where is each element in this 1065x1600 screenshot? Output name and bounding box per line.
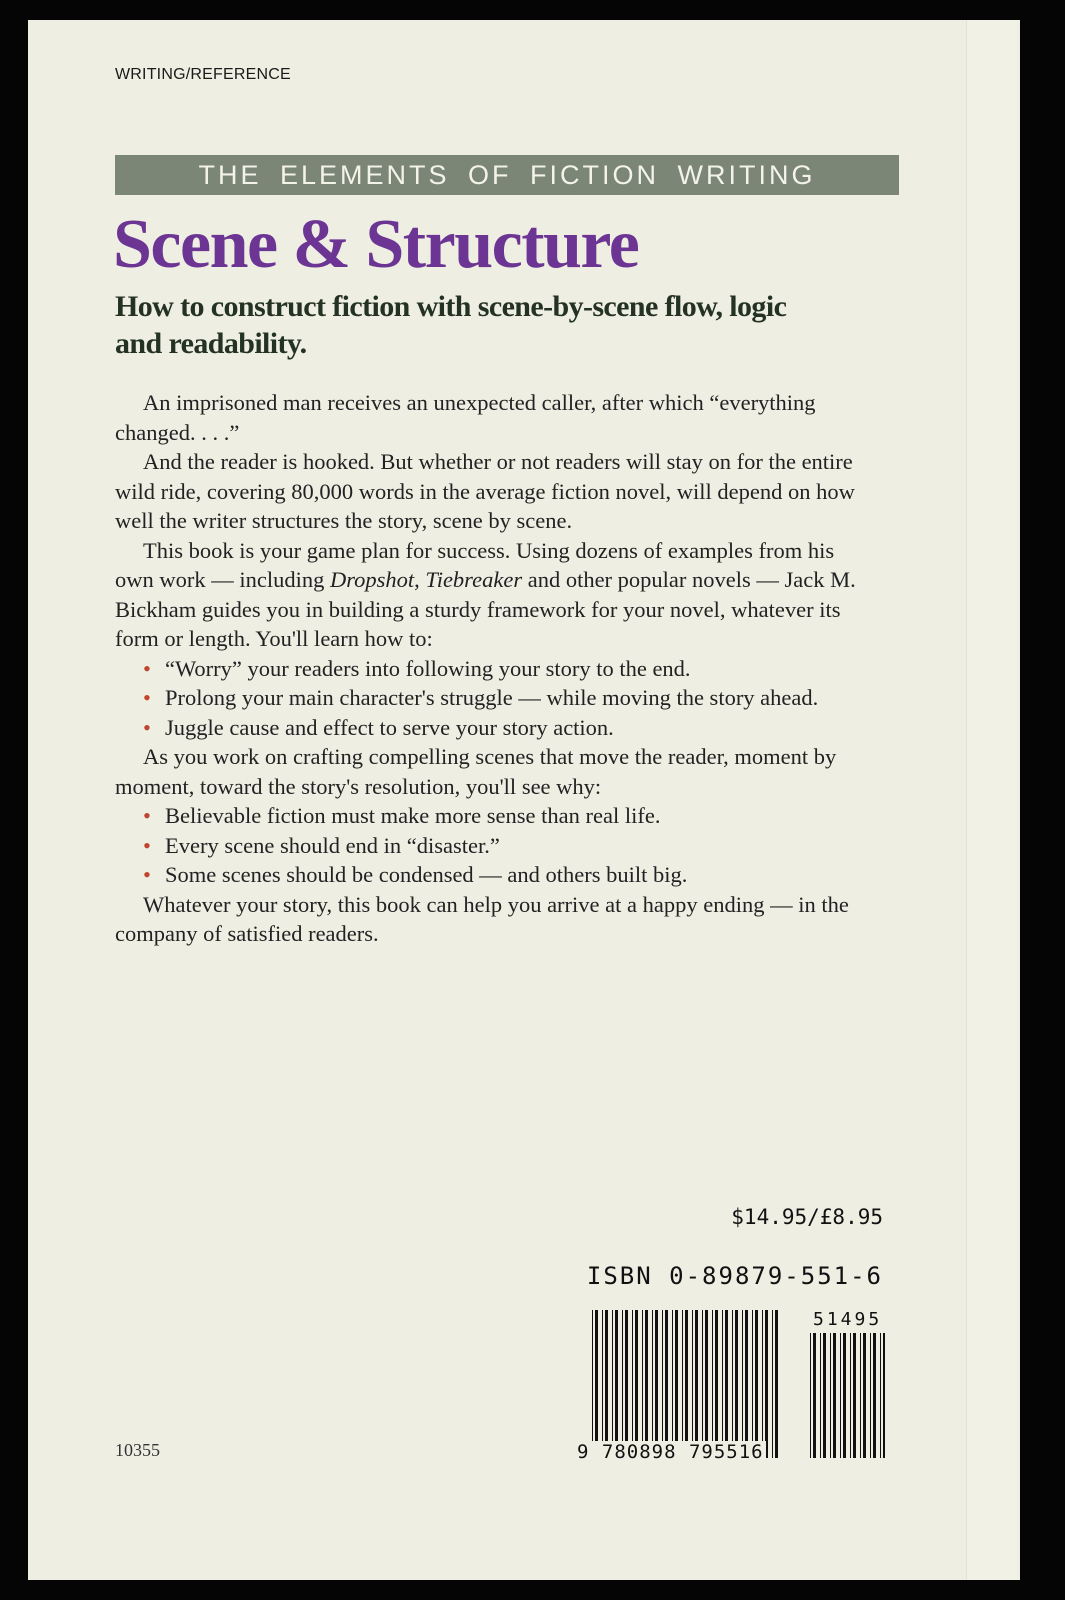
list-item: [115, 860, 875, 890]
barcode-bar: [665, 1310, 668, 1458]
barcode-bar: [880, 1333, 881, 1458]
bullet-icon: •: [143, 714, 151, 740]
barcode-bar: [755, 1310, 758, 1458]
list-item: [115, 683, 875, 713]
book-subtitle: How to construct fiction with scene-by-scene flow, logic and readability.: [115, 290, 787, 360]
barcode-bar: [612, 1310, 613, 1458]
barcode-bar: [655, 1310, 658, 1458]
list-text: Believable fiction must make more sense than real life.: [165, 803, 661, 828]
barcode-bar: [870, 1333, 871, 1458]
barcode-bar: [860, 1333, 861, 1458]
paragraph: Whatever your story, this book can help you arrive at a happy ending — in the company of satisfied readers.: [115, 891, 849, 946]
bullet-list: [115, 801, 875, 890]
barcode-bar: [652, 1310, 653, 1458]
paragraph: As you work on crafting compelling scenes that move the reader, moment by moment, toward the story's resolution, you'll see why:: [115, 744, 837, 799]
addon-number: 51495: [813, 1309, 883, 1330]
book-title-tiebreaker: Tiebreaker: [425, 567, 523, 592]
bullet-icon: •: [143, 862, 151, 887]
bullet-icon: •: [143, 685, 151, 710]
barcode-bar: [732, 1310, 733, 1458]
barcode-bar: [823, 1333, 826, 1458]
barcode-bar: [775, 1310, 778, 1458]
barcode-bar: [830, 1333, 831, 1458]
list-text: Juggle cause and effect to serve your story action.: [165, 714, 614, 740]
list-item: [115, 801, 875, 831]
blurb: [115, 388, 875, 949]
barcode-bar: [745, 1310, 748, 1458]
barcode-bar: [810, 1333, 811, 1458]
bullet-icon: •: [143, 803, 151, 828]
barcode-bar: [602, 1310, 603, 1458]
barcode-bar: [873, 1333, 876, 1458]
list-text: Every scene should end in “disaster.”: [165, 832, 500, 858]
barcode-bar: [762, 1310, 763, 1458]
spine-edge: [966, 20, 1017, 1580]
barcode-bar: [605, 1310, 608, 1458]
list-item: [115, 654, 875, 684]
barcode-bar: [772, 1310, 773, 1458]
barcode-bar: [692, 1310, 693, 1458]
text: and other popular novels — Jack M. Bickham guides you in building a sturdy framework for your novel, whatever its form or length. You'll learn how to:: [115, 567, 856, 651]
catalog-code: 10355: [115, 1440, 160, 1460]
barcode-bar: [813, 1333, 816, 1458]
bullet-icon: •: [143, 655, 151, 681]
barcode-bar: [662, 1310, 663, 1458]
barcode-bar: [705, 1310, 708, 1458]
barcode-bar: [595, 1310, 598, 1458]
list-text: Prolong your main character's struggle — while moving the story ahead.: [165, 685, 819, 710]
barcode-bar: [712, 1310, 713, 1458]
barcode-bar: [702, 1310, 703, 1458]
barcode: [592, 1310, 782, 1458]
barcode-bar: [735, 1310, 738, 1458]
barcode-bar: [685, 1310, 688, 1458]
barcode-bar: [635, 1310, 638, 1458]
barcode-bar: [850, 1333, 851, 1458]
paragraph: An imprisoned man receives an unexpected caller, after which “everything changed. . . .”: [115, 390, 816, 445]
barcode-bar: [883, 1333, 885, 1458]
barcode-bar: [752, 1310, 753, 1458]
bullet-icon: •: [143, 832, 151, 858]
category-label: WRITING/REFERENCE: [115, 66, 291, 83]
paragraph: [115, 536, 875, 654]
addon-barcode: [810, 1333, 885, 1458]
list-text: “Worry” your readers into following your story to the end.: [165, 655, 691, 681]
barcode-bar: [722, 1310, 723, 1458]
barcode-bar: [632, 1310, 633, 1458]
barcode-bar: [615, 1310, 618, 1458]
barcode-bar: [742, 1310, 743, 1458]
barcode-bar: [682, 1310, 683, 1458]
barcode-bar: [725, 1310, 728, 1458]
barcode-bar: [840, 1333, 841, 1458]
bullet-list: [115, 654, 875, 743]
barcode-bar: [672, 1310, 673, 1458]
barcode-bar: [625, 1310, 628, 1458]
barcode-number: 9 780898 795516: [577, 1441, 764, 1463]
text: ,: [414, 567, 426, 592]
list-item: [115, 831, 875, 861]
barcode-bar: [592, 1310, 593, 1458]
barcode-bar: [853, 1333, 856, 1458]
barcode-bar: [622, 1310, 623, 1458]
book-title-dropshot: Dropshot: [329, 567, 415, 592]
series-band: THE ELEMENTS OF FICTION WRITING: [115, 155, 899, 195]
barcode-bar: [695, 1310, 698, 1458]
paragraph: And the reader is hooked. But whether or not readers will stay on for the entire wild ride, covering 80,000 words in the average fiction novel, will depend on how well the writer structures the story, scene by scene.: [115, 449, 855, 533]
barcode-bar: [675, 1310, 678, 1458]
barcode-bar: [642, 1310, 643, 1458]
text: This book is your game plan for success. Using dozens of examples from his own work — including: [115, 537, 835, 592]
isbn: ISBN 0-89879-551-6: [586, 1262, 883, 1290]
barcode-bar: [765, 1310, 768, 1458]
barcode-bar: [863, 1333, 866, 1458]
barcode-bar: [843, 1333, 846, 1458]
barcode-bar: [820, 1333, 821, 1458]
list-item: [115, 713, 875, 743]
book-title: Scene & Structure: [113, 206, 639, 283]
price: $14.95/£8.95: [731, 1205, 883, 1229]
barcode-bar: [833, 1333, 836, 1458]
barcode-bar: [715, 1310, 718, 1458]
list-text: Some scenes should be condensed — and others built big.: [165, 862, 688, 887]
barcode-bar: [645, 1310, 648, 1458]
